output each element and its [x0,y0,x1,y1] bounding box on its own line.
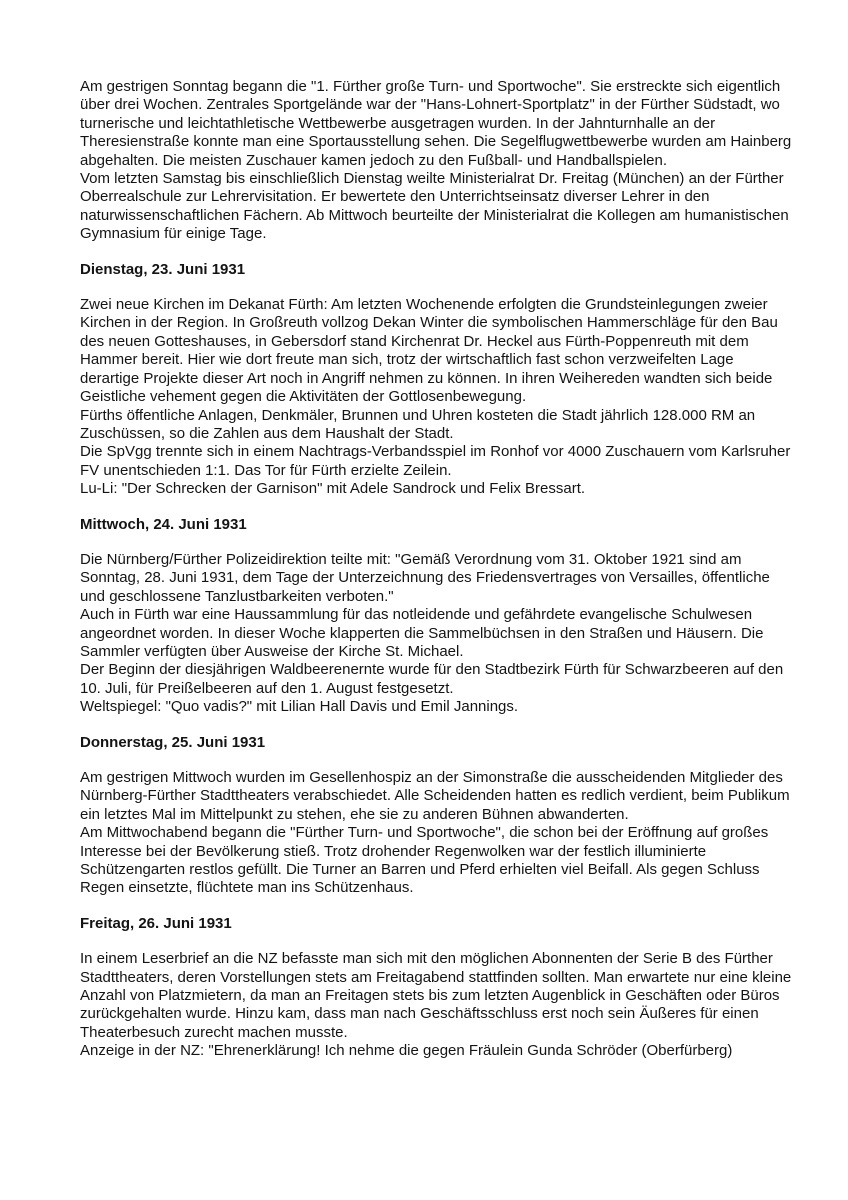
paragraph: Lu-Li: "Der Schrecken der Garnison" mit Adele Sandrock und Felix Bressart. [80,480,586,498]
section-heading-mittwoch: Mittwoch, 24. Juni 1931 [80,515,247,533]
paragraph: Auch in Fürth war eine Haussammlung für das notleidende und gefährdete evangelische Schulwesen angeordnet worden. In dieser Woche klapperten die Sammelbüchsen in den Straßen und Häusern. Die Sammler verfügten über Ausweise der Kirche St. Michael. [80,606,764,660]
paragraph: Am gestrigen Mittwoch wurden im Gesellenhospiz an der Simonstraße die ausscheidenden Mitglieder des Nürnberg-Fürther Stadttheaters verabschiedet. Alle Scheidenden hatten es redlich verdient, beim Publikum ein letztes Mal im Mittelpunkt zu stehen, ehe sie zu anderen Bühnen abwanderten. [80,769,790,823]
intro-paragraph: Am gestrigen Sonntag begann die "1. Fürther große Turn- und Sportwoche". Sie erstreckte sich eigentlich über drei Wochen. Zentrales Sportgelände war der "Hans-Lohnert-Sportplatz" in der Fürther Südstadt, wo turnerische und leichtathletische Wettbewerbe ausgetragen wurden. In der Jahnturnhalle an der Theresienstraße konnte man eine Sportausstellung sehen. Die Segelflugwettbewerbe wurden am Hainberg abgehalten. Die meisten Zuschauer kamen jedoch zu den Fußball- und Handballspielen. [80,78,792,169]
paragraph: Anzeige in der NZ: "Ehrenerklärung! Ich nehme die gegen Fräulein Gunda Schröder (Oberfürberg) [80,1042,733,1060]
chronicle-page [80,78,792,1061]
paragraph: Fürths öffentliche Anlagen, Denkmäler, Brunnen und Uhren kosteten die Stadt jährlich 128.000 RM an Zuschüssen, so die Zahlen aus dem Haushalt der Stadt. [80,406,756,442]
section-heading-dienstag: Dienstag, 23. Juni 1931 [80,260,246,278]
paragraph: Die SpVgg trennte sich in einem Nachtrags-Verbandsspiel im Ronhof vor 4000 Zuschauern vom Karlsruher FV unentschieden 1:1. Das Tor für Fürth erzielte Zeilein. [80,443,791,479]
paragraph: In einem Leserbrief an die NZ befasste man sich mit den möglichen Abonnenten der Serie B des Fürther Stadttheaters, deren Vorstellungen stets am Freitagabend stattfinden sollten. Man erwartete nur eine kleine Anzahl von Platzmietern, da man an Freitagen stets bis zum letzten Augenblick in Geschäften oder Büros zurückgehalten wurde. Hinzu kam, dass man nach Geschäftsschluss erst noch sein Äußeres für einen Theaterbesuch zurecht machen musste. [80,950,792,1041]
paragraph: Zwei neue Kirchen im Dekanat Fürth: Am letzten Wochenende erfolgten die Grundsteinlegungen zweier Kirchen in der Region. In Großreuth vollzog Dekan Winter die symbolischen Hammerschläge für den Bau des neuen Gotteshauses, in Gebersdorf stand Kirchenrat Dr. Heckel aus Fürth-Poppenreuth mit dem Hammer bereit. Hier wie dort freute man sich, trotz der wirtschaftlich fast schon verzweifelten Lage derartige Projekte dieser Art noch in Angriff nehmen zu können. In ihren Weihereden wandten sich beide Geistliche vehement gegen die Aktivitäten der Gottlosenbewegung. [80,296,778,406]
paragraph: Weltspiegel: "Quo vadis?" mit Lilian Hall Davis und Emil Jannings. [80,698,519,716]
paragraph: Am Mittwochabend begann die "Fürther Turn- und Sportwoche", die schon bei der Eröffnung auf großes Interesse bei der Bevölkerung stieß. Trotz drohender Regenwolken war der festlich illuminierte Schützengarten restlos gefüllt. Die Turner an Barren und Pferd erhielten viel Beifall. Als gegen Schluss Regen einsetzte, flüchtete man ins Schützenhaus. [80,824,769,897]
paragraph: Die Nürnberg/Fürther Polizeidirektion teilte mit: "Gemäß Verordnung vom 31. Oktober 1921 sind am Sonntag, 28. Juni 1931, dem Tage der Unterzeichnung des Friedensvertrages von Versailles, öffentliche und geschlossene Tanzlustbarkeiten verboten." [80,550,770,605]
paragraph: Der Beginn der diesjährigen Waldbeerenernte wurde für den Stadtbezirk Fürth für Schwarzbeeren auf den 10. Juli, für Preißelbeeren auf den 1. August festgesetzt. [80,661,784,697]
section-heading-freitag: Freitag, 26. Juni 1931 [80,914,232,932]
intro-paragraph: Vom letzten Samstag bis einschließlich Dienstag weilte Ministerialrat Dr. Freitag (München) an der Fürther Oberrealschule zur Lehrervisitation. Er bewertete den Unterrichtseinsatz diverser Lehrer in den naturwissenschaftlichen Fächern. Ab Mittwoch beurteilte der Ministerialrat die Kollegen am humanistischen Gymnasium für einige Tage. [80,170,789,243]
section-heading-donnerstag: Donnerstag, 25. Juni 1931 [80,733,266,751]
